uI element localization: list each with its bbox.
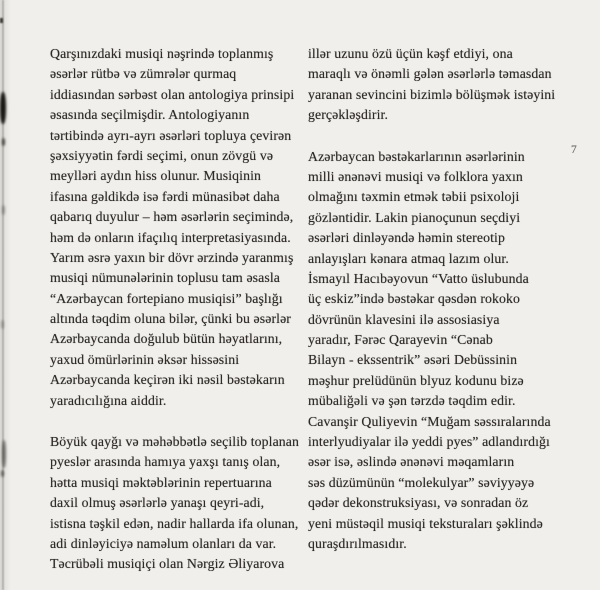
text-line: milli ənənəvi musiqi və folklora yaxın [308, 168, 523, 184]
text-line: əsərlər rütbə və zümrələr qurmaq [50, 66, 237, 82]
text-line: yeni müstəqil musiqi teksturaları şəklində [308, 515, 543, 531]
text-line: hətta musiqi məktəblərinin repertuarına [50, 474, 272, 490]
text-line: adi dinləyiciyə naməlum olanları da var. [50, 535, 277, 551]
text-line: istisna təşkil edən, nadir hallarda ifa olunan, [50, 515, 299, 531]
text-line: iddiasından sərbəst olan antologiya prinsipi [50, 86, 295, 102]
text-line: gözləntidir. Lakin pianoçunun seçdiyi [308, 209, 521, 225]
text-line: daxil olmuş əsərlərlə yanaşı qeyri-adi, [50, 495, 265, 511]
text-line: tərtibində ayrı-ayrı əsərləri topluya çevirən [50, 127, 292, 143]
paragraph [50, 432, 299, 575]
text-line: yaradıcılığına aiddir. [50, 392, 167, 408]
text-line: Azərbaycan bəstəkarlarının əsərlərinin [308, 148, 525, 164]
text-line: maraqlı və önəmli gələn əsərlərlə təmasdan [308, 66, 552, 82]
text-line: musiqi nümunələrinin toplusu tam əsasla [50, 270, 280, 286]
text-line: Təcrübəli musiqiçi olan Nərgiz Əliyarova [50, 556, 285, 572]
paragraph [50, 44, 299, 411]
scan-ink-blob [1, 320, 4, 329]
book-gutter-line [2, 0, 4, 590]
text-line: Azərbaycanda keçirən iki nəsil bəstəkarın [50, 372, 285, 388]
text-line: qabarıq duyulur – həm əsərlərin seçimində, [50, 209, 294, 225]
paragraph [308, 147, 555, 555]
text-line: qədər dekonstruksiyası, və sonradan öz [308, 495, 529, 511]
text-column-right [308, 44, 555, 554]
text-line: quraşdırılmasıdır. [308, 535, 407, 551]
text-line: əsasında seçilmişdir. Antologiyanın [50, 107, 250, 123]
text-line: əsərləri dinləyəndə həmin stereotip [308, 230, 505, 246]
text-line: interlyudiyalar ilə yeddi pyes” adlandırdığı [308, 434, 550, 450]
text-line: altında təqdim oluna bilər, çünki bu əsərlər [50, 311, 292, 327]
text-line: Böyük qayğı və məhəbbətlə seçilib toplanan [50, 434, 300, 450]
scan-ink-blob [0, 92, 6, 124]
text-line: İsmayıl Hacıbəyovun “Vatto üslubunda [308, 270, 529, 286]
text-line: üç eskiz”ində bəstəkar qəsdən rokoko [308, 291, 521, 307]
text-line: olmağını təxmin etmək təbii psixoloji [308, 189, 520, 205]
text-line: Cavanşir Quliyevin “Muğam səssıralarında [308, 413, 551, 429]
text-line: illər uzunu özü üçün kəşf etdiyi, ona [308, 46, 513, 61]
text-line: ifasına gəldikdə isə fərdi münasibət daha [50, 188, 280, 204]
text-line: anlayışları kənara atmaq lazım olur. [308, 250, 509, 266]
text-line: həm də onların ifaçılıq interpretasiyasında. [50, 229, 291, 245]
text-line: “Azərbaycan fortepiano musiqisi” başlığı [50, 290, 283, 306]
scan-ink-blob [2, 205, 5, 215]
text-line: məşhur prelüdünün blyuz kodunu bizə [308, 372, 524, 388]
scan-speck [0, 18, 3, 23]
scan-ink-blob [1, 470, 4, 477]
text-line: səs düzümünün “molekulyar” səviyyəyə [308, 474, 535, 490]
text-line: pyeslər arasında hamıya yaxşı tanış olan, [50, 454, 281, 470]
text-line: meylləri aydın hiss olunur. Musiqinin [50, 168, 262, 184]
scan-ink-blob [2, 440, 6, 468]
text-line: şəxsiyyətin fərdi seçimi, onun zövgü və [50, 147, 274, 163]
text-column-left [50, 44, 299, 575]
text-line: gerçəkləşdirir. [308, 107, 389, 123]
text-line: yaranan sevincini bizimlə bölüşmək istəyini [308, 86, 556, 102]
text-line: əsər isə, əslində ənənəvi məqamların [308, 454, 515, 470]
page-number: 7 [571, 144, 577, 156]
paragraph [308, 44, 555, 126]
text-line: Qarşınızdaki musiqi nəşrində toplanmış [50, 46, 274, 61]
text-line: Bilayn - ekssentrik” əsəri Debüssinin [308, 352, 518, 368]
scan-ink-blob [2, 138, 5, 146]
text-line: Yarım əsrə yaxın bir dövr ərzində yaranmış [50, 249, 294, 265]
text-line: yaxud ömürlərinin əksər hissəsini [50, 351, 240, 367]
text-line: mübaliğəli və şən tərzdə təqdim edir. [308, 393, 516, 409]
text-line: dövrünün klavesini ilə assosiasiya [308, 311, 500, 327]
text-line: yaradır, Fərəc Qarayevin “Cənab [308, 332, 493, 348]
text-line: Azərbaycanda doğulub bütün həyatlarını, [50, 331, 283, 347]
